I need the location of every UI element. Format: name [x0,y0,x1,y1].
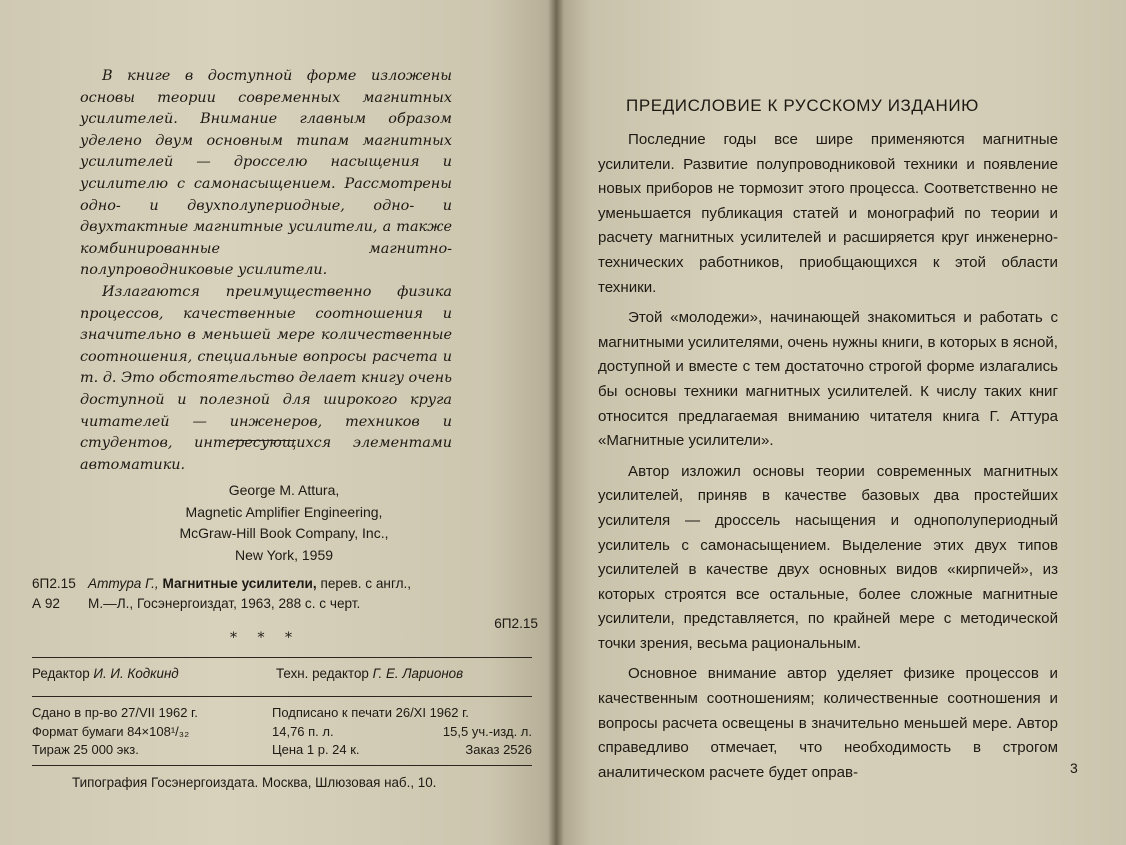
imprint-cell: Сдано в пр-во 27/VII 1962 г. [32,705,198,720]
imprint-cell: 14,76 п. л. [272,723,334,739]
imprint-middle-rule [32,696,532,697]
catalog-title: Магнитные усилители, [162,576,317,591]
book-gutter [548,0,564,845]
preface-paragraph: Автор изложил основы теории современных магнитных усилителей, приняв в качестве базовых два простейших усилителя — дроссель насыщения и однополупериодный усилитель с самонасыщением. Выделение этих двух типов усилителей в качестве двух основных видов «кирпичей», из которых строятся все остальные, более сложные магнитные усилители, представляется, по крайней мере с методической точки зрения, весьма рациональным. [598,462,1058,652]
original-publisher: McGraw-Hill Book Company, Inc., [179,525,389,541]
original-edition-info [134,480,434,566]
preface-paragraph: Этой «молодежи», начинающей знакомиться и работать с магнитными усилителями, очень нужны книги, в которых в ясной, доступной и вместе с тем достаточно строгой форме излагались бы основы техники магнитных усилителей. К числу таких книг относится предлагаемая вниманию читателя книга Г. Аттура «Магнитные усилители». [598,309,1058,450]
imprint-cell: Формат бумаги 84×108¹/₃₂ [32,723,190,739]
preface-paragraph: Последние годы все шире применяются магнитные усилители. Развитие полупроводниковой техники и появление новых приборов не тормозит этого процесса. Соответственно не уменьшается публикация статей и монографий по теории и расчету магнитных усилителей и расширяется круг инженерно-технических работников, приобщающихся к этой области техники. [598,131,1058,296]
preface-heading: ПРЕДИСЛОВИЕ К РУССКОМУ ИЗДАНИЮ [626,96,979,115]
original-title: Magnetic Amplifier Engineering, [185,503,383,520]
asterism: * * * [230,630,300,646]
catalog-imprint: М.—Л., Госэнергоиздат, 1963, 288 с. с черт. [88,596,361,611]
imprint-row [32,741,532,760]
imprint-row [32,723,532,742]
classification-code: 6П2.15 [32,576,76,591]
author-mark: А 92 [32,596,60,611]
editor-name: И. И. Кодкинд [93,666,179,681]
catalog-author: Аттура Г., [88,576,159,591]
imprint-cell: Цена 1 р. 24 к. [272,742,360,757]
preface-paragraph: Основное внимание автор уделяет физике процессов и качественным соотношениям; количественные соотношения и вопросы расчета освещены в значительно меньшей мере. Автор справедливо отмечает, что необходимость в строгом аналитическом расчете будет оправ- [598,665,1058,781]
editor-label: Редактор [32,666,90,681]
imprint-cell: Подписано к печати 26/XI 1962 г. [272,705,469,720]
tech-editor-label: Техн. редактор [276,666,369,681]
original-author: George M. Attura, [228,482,340,498]
printer-info: Типография Госэнергоиздата. Москва, Шлюзовая наб., 10. [72,775,437,790]
imprint-block [32,704,532,760]
preface-body [598,128,1058,791]
annotation-paragraph: В книге в доступной форме изложены основы теории современных магнитных усилителей. Внимание главным образом уделено двум основным типам магнитных усилителей — дросселю насыщения и усилителю с самонасыщением. Рассмотрены одно- и двухполупериодные, одно- и двухтактные магнитные усилители, а также комбинированные магнитно-полупроводниковые усилители. [80,68,452,279]
imprint-cell: Заказ 2526 [465,742,532,757]
divider-rule [230,440,296,441]
imprint-cell: Тираж 25 000 экз. [32,742,139,757]
classification-code-right: 6П2.15 [494,616,538,631]
imprint-row [32,704,532,723]
original-place-year: New York, 1959 [234,546,334,563]
imprint-bottom-rule [32,765,532,766]
catalog-entry [32,574,538,634]
annotation-paragraph: Излагаются преимущественно физика процессов, качественные соотношения и значительно в меньшей мере количественные соотношения, специальные вопросы расчета и т. д. Это обстоятельство делает книгу очень доступной и полезной для широкого круга читателей — инженеров, техников и студентов, интересующихся элементами автоматики. [80,283,452,473]
book-annotation [80,66,452,476]
imprint-top-rule [32,657,532,658]
tech-editor-name: Г. Е. Ларионов [372,666,464,681]
imprint-cell: 15,5 уч.-изд. л. [442,723,532,739]
editors-line [32,666,532,681]
page-number: 3 [1070,760,1078,776]
catalog-translation-note: перев. с англ., [320,576,412,591]
